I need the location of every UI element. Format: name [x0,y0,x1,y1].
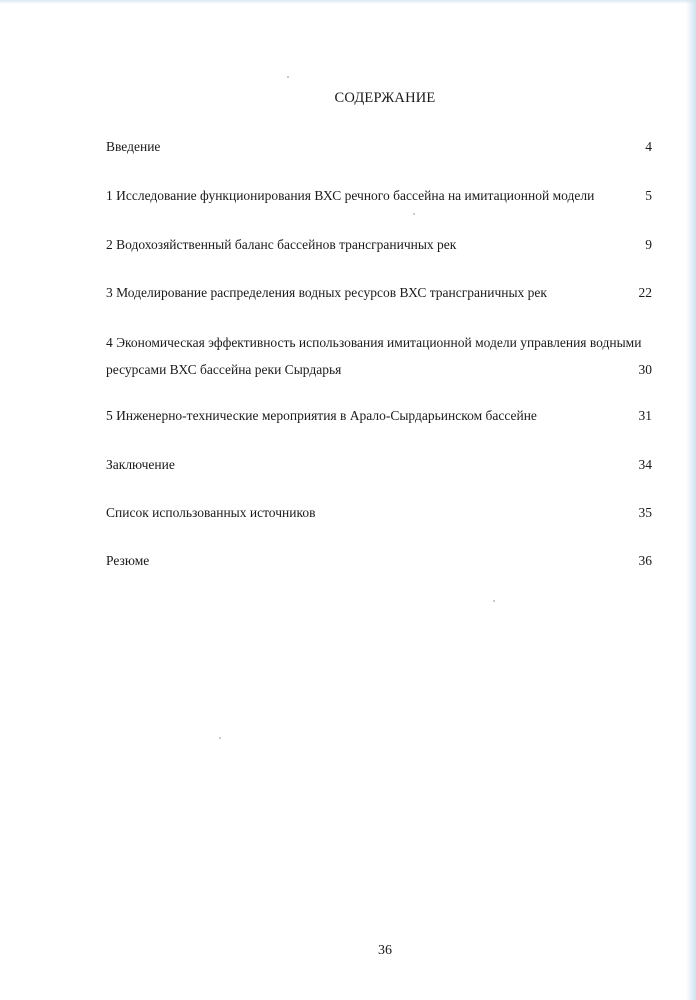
toc-entry-page: 36 [638,553,652,568]
toc-entry-page: 22 [638,285,652,300]
scan-speck [287,76,289,78]
toc-entry-page: 5 [645,188,652,203]
toc-entry-text-line-1: 4 Экономическая эффективность использования имитационной модели управления водными [106,335,642,350]
toc-entry-text: Резюме [106,553,150,568]
toc-entry-chapter-5 [106,406,652,426]
toc-entry-text: 5 Инженерно-технические мероприятия в Арало-Сырдарьинском бассейне [106,408,537,423]
toc-entry-page: 30 [638,362,652,377]
scan-speck [493,600,495,602]
toc-entry-chapter-4 [106,333,652,380]
toc-entry-conclusion [106,455,652,475]
toc-entry-text: 2 Водохозяйственный баланс бассейнов трансграничных рек [106,237,457,252]
toc-entry-introduction [106,137,652,157]
scan-speck [219,737,221,739]
page-number: 36 [378,943,392,958]
toc-entry-text: 3 Моделирование распределения водных ресурсов ВХС трансграничных рек [106,285,547,300]
toc-entry-text-line-2: ресурсами ВХС бассейна реки Сырдарья [106,362,342,377]
scan-edge-shadow [686,0,696,1000]
toc-entry-text: Список использованных источников [106,505,316,520]
toc-entry-text: Введение [106,139,161,154]
toc-entry-page: 34 [638,457,652,472]
toc-entry-page: 4 [645,139,652,154]
toc-entry-chapter-2 [106,235,652,255]
scan-speck [413,213,415,215]
toc-entry-text: Заключение [106,457,175,472]
toc-entry-references [106,503,652,523]
toc-entry-chapter-3 [106,283,652,303]
scan-top-shadow [0,0,696,4]
toc-entry-text: 1 Исследование функционирования ВХС речного бассейна на имитационной модели [106,188,595,203]
toc-entry-summary [106,551,652,571]
toc-entry-page: 9 [645,237,652,252]
toc-entry-chapter-1 [106,186,652,206]
toc-entry-page: 31 [638,408,652,423]
toc-title: СОДЕРЖАНИЕ [334,90,436,106]
toc-entry-page: 35 [638,505,652,520]
